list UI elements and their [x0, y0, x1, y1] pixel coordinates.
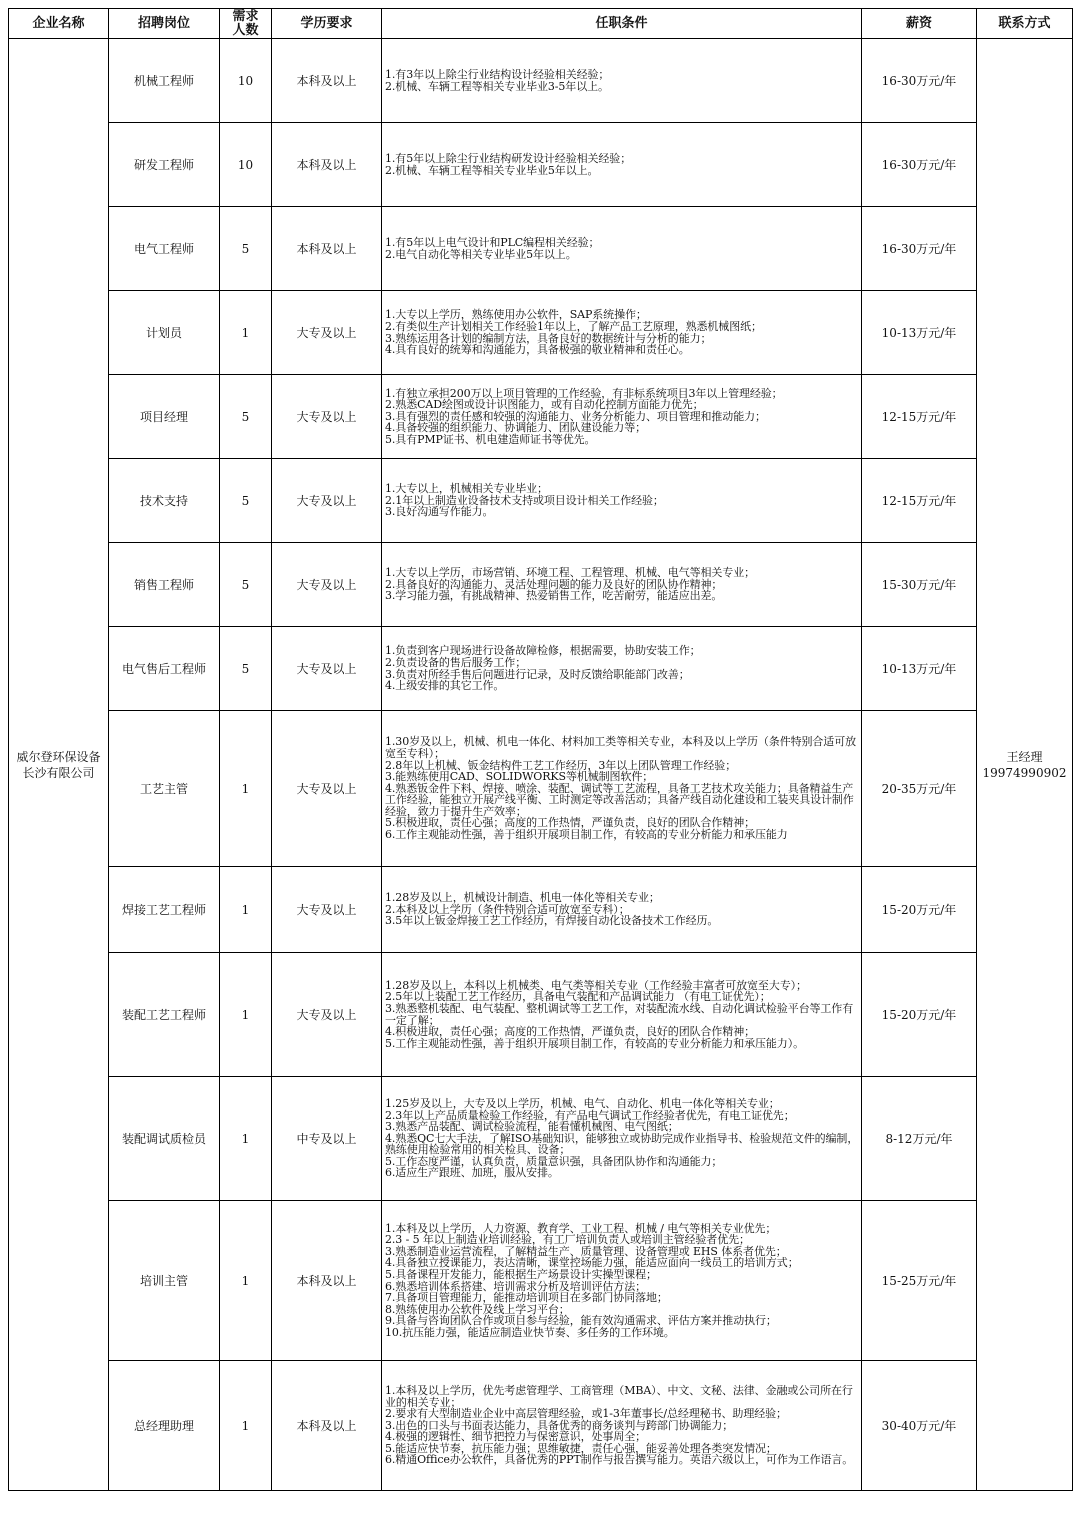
count-cell: 5: [220, 375, 272, 459]
education-cell: 中专及以上: [272, 1077, 382, 1201]
requirement-line: 3.熟悉制造业运营流程，了解精益生产、质量管理、设备管理或 EHS 体系者优先；: [385, 1244, 787, 1258]
contact-cell: [977, 39, 1073, 1491]
requirement-line: 3.出色的口头与书面表达能力，具备优秀的商务谈判与跨部门协调能力；: [385, 1418, 734, 1432]
table-row: [9, 711, 1073, 867]
requirement-line: 4.熟悉QC七大手法，了解ISO基础知识，能够独立或协助完成作业指导书、检验规范文件的编制，熟练使用检验常用的相关检具、设备；: [385, 1131, 859, 1157]
requirement-line: 3.熟悉整机装配、电气装配、整机调试等工艺工作，对装配流水线、自动化调试检验平台等工作有一定了解；: [385, 1001, 854, 1027]
job-table-body: [9, 39, 1073, 1491]
table-row: [9, 459, 1073, 543]
header-count-line2: 人数: [232, 22, 259, 38]
company-name-line1: 威尔登环保设备: [16, 749, 101, 764]
position-cell: 销售工程师: [109, 543, 220, 627]
header-count: [220, 9, 272, 39]
requirement-line: 1.30岁及以上，机械、机电一体化、材料加工类等相关专业，本科及以上学历（条件特别合适可放宽至专科）；: [385, 735, 856, 760]
education-cell: 大专及以上: [272, 375, 382, 459]
position-cell: 电气工程师: [109, 207, 220, 291]
count-cell: 5: [220, 627, 272, 711]
requirements-cell: [382, 459, 862, 543]
salary-cell: 12-15万元/年: [862, 459, 977, 543]
salary-cell: 15-20万元/年: [862, 953, 977, 1077]
header-salary: 薪资: [862, 9, 977, 39]
education-cell: 大专及以上: [272, 627, 382, 711]
count-cell: 5: [220, 207, 272, 291]
requirement-line: 4.具备独立授课能力，表达清晰，课堂控场能力强，能适应面向一线员工的培训方式；: [385, 1256, 799, 1270]
requirement-line: 2.负责设备的售后服务工作；: [385, 655, 527, 669]
salary-cell: 10-13万元/年: [862, 627, 977, 711]
education-cell: 本科及以上: [272, 1361, 382, 1491]
requirement-line: 6.熟悉培训体系搭建、培训需求分析及培训评估方法；: [385, 1279, 646, 1293]
count-cell: 1: [220, 1361, 272, 1491]
table-row: [9, 39, 1073, 123]
requirement-line: 3.负责对所经手售后问题进行记录，及时反馈给职能部门改善；: [385, 667, 690, 681]
education-cell: 本科及以上: [272, 207, 382, 291]
requirement-line: 1.有5年以上电气设计和PLC编程相关经验；: [385, 235, 600, 249]
requirement-line: 2.具备良好的沟通能力、灵活处理问题的能力及良好的团队协作精神；: [385, 577, 723, 591]
education-cell: 大专及以上: [272, 459, 382, 543]
requirement-line: 3.熟练运用各计划的编制方法，具备良好的数据统计与分析的能力；: [385, 331, 712, 345]
requirement-line: 6.适应生产跟班、加班，服从安排。: [385, 1166, 559, 1180]
position-cell: 电气售后工程师: [109, 627, 220, 711]
salary-cell: 15-30万元/年: [862, 543, 977, 627]
requirement-line: 2.5年以上装配工艺工作经历，具备电气装配和产品调试能力 （有电工证优先）；: [385, 990, 771, 1004]
recruitment-table: [8, 8, 1073, 1491]
contact-name: 王经理: [1006, 749, 1043, 764]
requirement-line: 2.8年以上机械、钣金结构件工艺工作经历，3年以上团队管理工作经验；: [385, 758, 737, 772]
table-row: [9, 291, 1073, 375]
position-cell: 装配调试质检员: [109, 1077, 220, 1201]
requirements-cell: [382, 867, 862, 953]
education-cell: 大专及以上: [272, 953, 382, 1077]
requirement-line: 10.抗压能力强，能适应制造业快节奏、多任务的工作环境。: [385, 1325, 675, 1339]
education-cell: 本科及以上: [272, 123, 382, 207]
position-cell: 装配工艺工程师: [109, 953, 220, 1077]
requirement-line: 6.工作主观能动性强，善于组织开展项目制工作，有较高的专业分析能力和承压能力: [385, 828, 788, 842]
education-cell: 本科及以上: [272, 1201, 382, 1361]
requirement-line: 2.电气自动化等相关专业毕业5年以上。: [385, 247, 577, 261]
requirement-line: 3.5年以上钣金焊接工艺工作经历，有焊接自动化设备技术工作经历。: [385, 914, 719, 928]
requirement-line: 8.熟练使用办公软件及线上学习平台；: [385, 1302, 570, 1316]
requirement-line: 5.工作态度严谨，认真负责，质量意识强，具备团队协作和沟通能力；: [385, 1154, 723, 1168]
requirements-cell: [382, 123, 862, 207]
requirement-line: 1.有3年以上除尘行业结构设计经验相关经验；: [385, 67, 610, 81]
requirement-line: 2.1年以上制造业设备技术支持或项目设计相关工作经验；: [385, 493, 664, 507]
count-cell: 10: [220, 39, 272, 123]
requirement-line: 3.能熟练使用CAD、SOLIDWORKS等机械制图软件；: [385, 770, 654, 784]
requirement-line: 3.熟悉产品装配、调试检验流程，能看懂机械图、电气图纸；: [385, 1120, 679, 1134]
count-cell: 10: [220, 123, 272, 207]
salary-cell: 10-13万元/年: [862, 291, 977, 375]
requirements-cell: [382, 375, 862, 459]
table-row: [9, 1201, 1073, 1361]
requirement-line: 2.熟悉CAD绘图或设计识图能力，或有自动化控制方面能力优先；: [385, 398, 704, 412]
requirement-line: 1.大专以上，机械相关专业毕业；: [385, 482, 548, 496]
header-contact: 联系方式: [977, 9, 1073, 39]
salary-cell: 16-30万元/年: [862, 207, 977, 291]
requirement-line: 4.具备较强的组织能力、协调能力、团队建设能力等；: [385, 421, 646, 435]
table-row: [9, 543, 1073, 627]
position-cell: 研发工程师: [109, 123, 220, 207]
requirement-line: 2.本科及以上学历（条件特别合适可放宽至专科）；: [385, 902, 630, 916]
requirement-line: 5.具有PMP证书、机电建造师证书等优先。: [385, 432, 596, 446]
contact-phone: 19974990902: [982, 765, 1067, 780]
requirement-line: 1.有独立承担200万以上项目管理的工作经验，有非标系统项目3年以上管理经验；: [385, 386, 783, 400]
count-cell: 1: [220, 1077, 272, 1201]
salary-cell: 16-30万元/年: [862, 39, 977, 123]
position-cell: 培训主管: [109, 1201, 220, 1361]
salary-cell: 8-12万元/年: [862, 1077, 977, 1201]
requirement-line: 1.负责到客户现场进行设备故障检修，根据需要，协助安装工作；: [385, 644, 701, 658]
company-name-cell: [9, 39, 109, 1491]
table-row: [9, 207, 1073, 291]
education-cell: 大专及以上: [272, 291, 382, 375]
count-cell: 1: [220, 291, 272, 375]
requirement-line: 5.积极进取，责任心强；高度的工作热情，严谨负责，良好的团队合作精神；: [385, 816, 755, 830]
company-name-line2: 长沙有限公司: [22, 765, 95, 780]
salary-cell: 15-20万元/年: [862, 867, 977, 953]
requirement-line: 2.要求有大型制造业企业中高层管理经验，或1-3年董事长/总经理秘书、助理经验；: [385, 1407, 787, 1421]
requirement-line: 5.能适应快节奏，抗压能力强；思维敏捷，责任心强，能妥善处理各类突发情况；: [385, 1441, 777, 1455]
count-cell: 1: [220, 953, 272, 1077]
header-position: 招聘岗位: [109, 9, 220, 39]
requirement-line: 4.上级安排的其它工作。: [385, 679, 505, 693]
header-requirements: 任职条件: [382, 9, 862, 39]
position-cell: 总经理助理: [109, 1361, 220, 1491]
salary-cell: 20-35万元/年: [862, 711, 977, 867]
table-row: [9, 867, 1073, 953]
requirement-line: 4.具有良好的统筹和沟通能力，具备极强的敬业精神和责任心。: [385, 343, 690, 357]
requirement-line: 1.有5年以上除尘行业结构研发设计经验相关经验；: [385, 151, 632, 165]
count-cell: 1: [220, 867, 272, 953]
requirement-line: 1.28岁及以上，本科以上机械类、电气类等相关专业（工作经验丰富者可放宽至大专）；: [385, 978, 807, 992]
salary-cell: 12-15万元/年: [862, 375, 977, 459]
requirement-line: 4.极强的逻辑性、细节把控力与保密意识，处事周全；: [385, 1430, 646, 1444]
position-cell: 焊接工艺工程师: [109, 867, 220, 953]
requirement-line: 2.3年以上产品质量检验工作经验，有产品电气调试工作经验者优先，有电工证优先；: [385, 1108, 795, 1122]
requirement-line: 2.机械、车辆工程等相关专业毕业3-5年以上。: [385, 79, 609, 93]
table-row: [9, 953, 1073, 1077]
requirement-line: 7.具备项目管理能力，能推动培训项目在多部门协同落地；: [385, 1291, 668, 1305]
header-education: 学历要求: [272, 9, 382, 39]
header-company: 企业名称: [9, 9, 109, 39]
count-cell: 5: [220, 543, 272, 627]
requirement-line: 1.25岁及以上，大专及以上学历，机械、电气、自动化、机电一体化等相关专业；: [385, 1096, 780, 1110]
requirement-line: 5.工作主观能动性强，善于组织开展项目制工作，有较高的专业分析能力和承压能力）。: [385, 1036, 804, 1050]
recruitment-sheet: [8, 8, 1072, 1491]
table-row: [9, 1361, 1073, 1491]
table-row: [9, 627, 1073, 711]
header-count-line1: 需求: [232, 8, 259, 24]
requirements-cell: [382, 711, 862, 867]
requirement-line: 3.良好沟通写作能力。: [385, 505, 494, 519]
requirements-cell: [382, 627, 862, 711]
requirements-cell: [382, 207, 862, 291]
table-row: [9, 123, 1073, 207]
requirement-line: 2.机械、车辆工程等相关专业毕业5年以上。: [385, 163, 599, 177]
requirements-cell: [382, 39, 862, 123]
education-cell: 大专及以上: [272, 543, 382, 627]
position-cell: 工艺主管: [109, 711, 220, 867]
requirement-line: 1.28岁及以上，机械设计制造、机电一体化等相关专业；: [385, 891, 660, 905]
requirement-line: 2.有类似生产计划相关工作经验1年以上，了解产品工艺原理，熟悉机械图纸；: [385, 319, 762, 333]
salary-cell: 16-30万元/年: [862, 123, 977, 207]
requirement-line: 9.具备与咨询团队合作或项目参与经验，能有效沟通需求、评估方案并推动执行；: [385, 1314, 777, 1328]
table-row: [9, 1077, 1073, 1201]
count-cell: 5: [220, 459, 272, 543]
requirements-cell: [382, 291, 862, 375]
salary-cell: 15-25万元/年: [862, 1201, 977, 1361]
requirements-cell: [382, 1077, 862, 1201]
requirements-cell: [382, 1201, 862, 1361]
requirement-line: 1.大专以上学历，熟练使用办公软件，SAP系统操作；: [385, 308, 647, 322]
requirement-line: 1.本科及以上学历，人力资源、教育学、工业工程、机械 / 电气等相关专业优先；: [385, 1221, 777, 1235]
requirement-line: 2.3 - 5 年以上制造业培训经验，有工厂培训负责人或培训主管经验者优先；: [385, 1233, 750, 1247]
count-cell: 1: [220, 1201, 272, 1361]
salary-cell: 30-40万元/年: [862, 1361, 977, 1491]
requirement-line: 1.大专以上学历，市场营销、环境工程、工程管理、机械、电气等相关专业；: [385, 566, 755, 580]
requirement-line: 4.积极进取，责任心强；高度的工作热情，严谨负责，良好的团队合作精神；: [385, 1025, 755, 1039]
requirement-line: 5.具备课程开发能力，能根据生产场景设计实操型课程；: [385, 1267, 657, 1281]
position-cell: 技术支持: [109, 459, 220, 543]
position-cell: 计划员: [109, 291, 220, 375]
requirement-line: 1.本科及以上学历，优先考虑管理学、工商管理（MBA）、中文、文秘、法律、金融或公司所在行业的相关专业；: [385, 1383, 853, 1409]
education-cell: 大专及以上: [272, 867, 382, 953]
requirement-line: 3.具有强烈的责任感和较强的沟通能力、业务分析能力、项目管理和推动能力；: [385, 409, 766, 423]
table-row: [9, 375, 1073, 459]
header-row: [9, 9, 1073, 39]
requirement-line: 3.学习能力强，有挑战精神、热爱销售工作，吃苦耐劳，能适应出差。: [385, 589, 723, 603]
position-cell: 项目经理: [109, 375, 220, 459]
requirements-cell: [382, 543, 862, 627]
requirements-cell: [382, 953, 862, 1077]
education-cell: 本科及以上: [272, 39, 382, 123]
education-cell: 大专及以上: [272, 711, 382, 867]
position-cell: 机械工程师: [109, 39, 220, 123]
requirement-line: 4.熟悉钣金件下料、焊接、喷涂、装配、调试等工艺流程，具备工艺技术攻关能力；具备精益生产工作经验，能独立开展产线平衡、工时测定等改善活动；具备产线自动化建设和工装夹具设计制作经验，致力于提升生产效率；: [385, 781, 854, 818]
count-cell: 1: [220, 711, 272, 867]
requirement-line: 6.精通Office办公软件，具备优秀的PPT制作与报告撰写能力。英语六级以上，可作为工作语言。: [385, 1453, 854, 1467]
requirements-cell: [382, 1361, 862, 1491]
